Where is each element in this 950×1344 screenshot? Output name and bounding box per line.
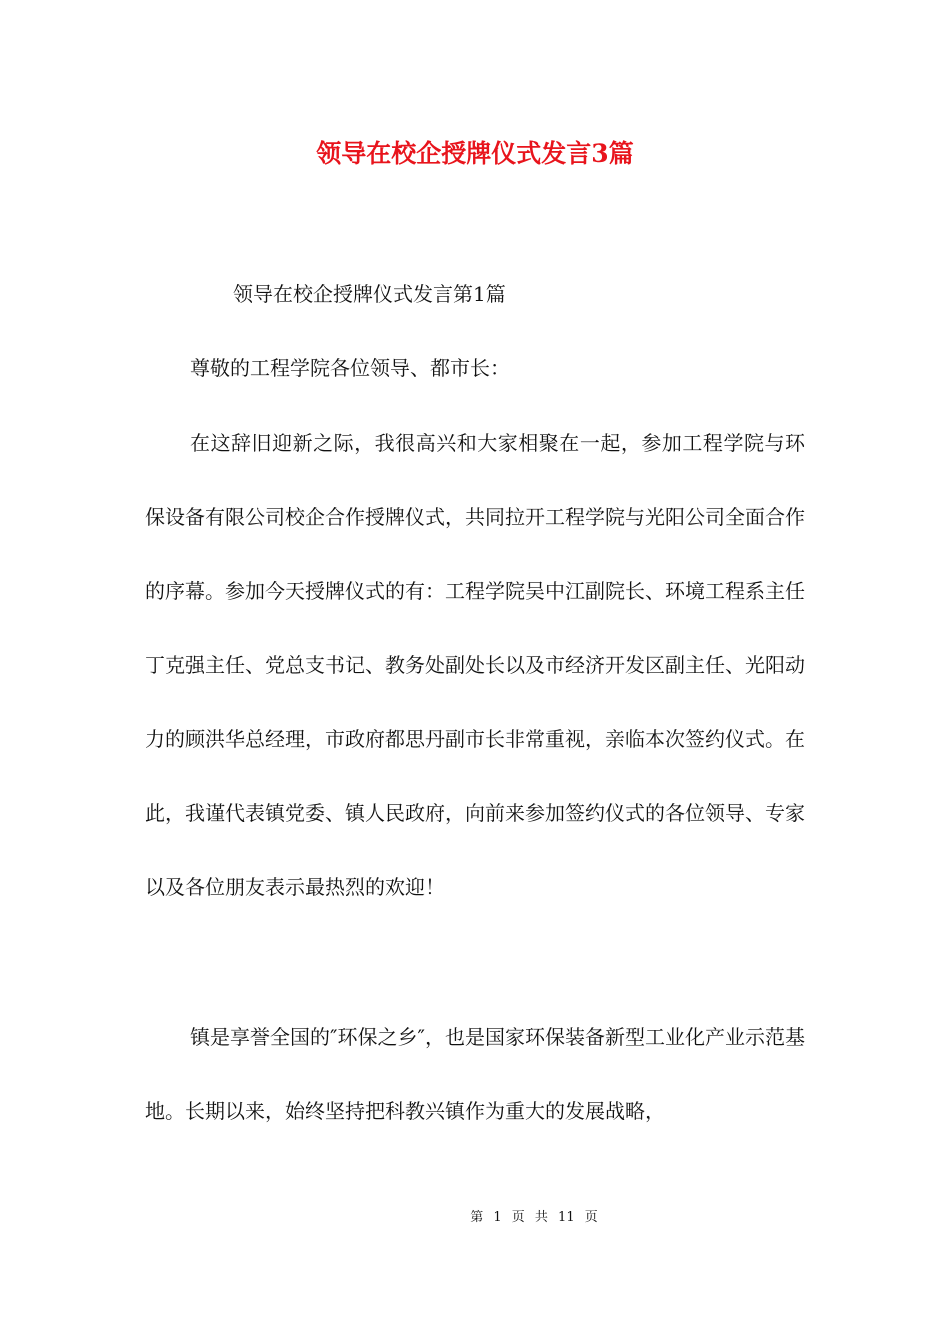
page-footer: 第 1 页 共 11 页 bbox=[470, 1210, 598, 1225]
document-title: 领导在校企授牌仪式发言3篇 bbox=[316, 139, 634, 168]
body-paragraph: 镇是享誉全国的″环保之乡″，也是国家环保装备新型工业化产业示范基地。长期以来，始终坚持把科教兴镇作为重大的发展战略， bbox=[145, 1025, 805, 1123]
section-subtitle: 领导在校企授牌仪式发言第1篇 bbox=[233, 282, 506, 306]
salutation-line: 尊敬的工程学院各位领导、都市长： bbox=[190, 356, 510, 380]
body-paragraph: 在这辞旧迎新之际，我很高兴和大家相聚在一起，参加工程学院与环保设备有限公司校企合作授牌仪式，共同拉开工程学院与光阳公司全面合作的序幕。参加今天授牌仪式的有：工程学院吴中江副院长、环境工程系主任丁克强主任、党总支书记、教务处副处长以及市经济开发区副主任、光阳动力的顾洪华总经理，市政府都思丹副市长非常重视，亲临本次签约仪式。在此，我谨代表镇党委、镇人民政府，向前来参加签约仪式的各位领导、专家以及各位朋友表示最热烈的欢迎！ bbox=[145, 431, 805, 899]
